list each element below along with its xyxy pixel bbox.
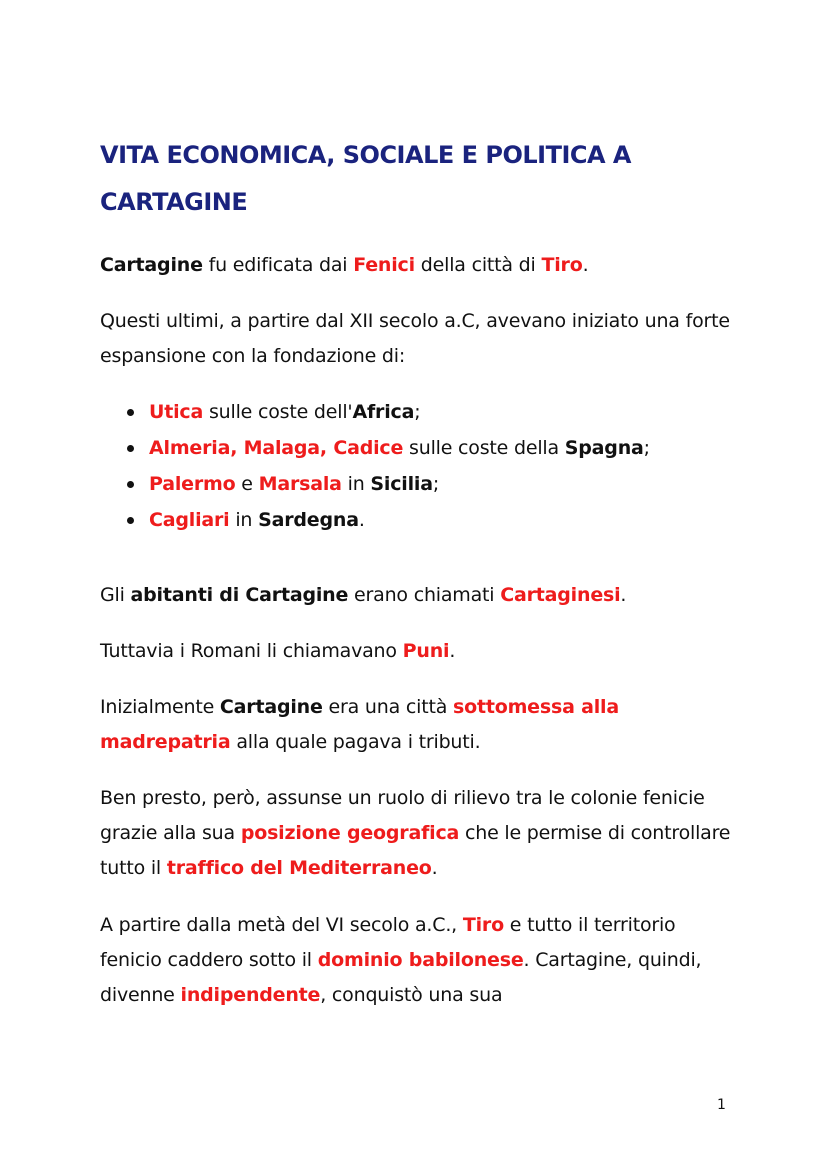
term-fenici: Fenici: [353, 254, 415, 276]
page-title: VITA ECONOMICA, SOCIALE E POLITICA A CARTAGINE: [100, 141, 631, 216]
colonies-list: [100, 394, 740, 538]
list-item: Almeria, Malaga, Cadice sulle coste della Spagna;: [100, 430, 740, 466]
term-cartagine: Cartagine: [100, 254, 203, 276]
paragraph-geography: Ben presto, però, assunse un ruolo di rilievo tra le colonie fenicie grazie alla sua posizione geografica che le permise di controllare tutto il traffico del Mediterraneo.: [100, 787, 731, 879]
paragraph-independence: A partire dalla metà del VI secolo a.C., Tiro e tutto il territorio fenicio caddero sotto il dominio babilonese. Cartagine, quindi, divenne indipendente, conquistò una sua: [100, 914, 702, 1006]
paragraph-initial-status: Inizialmente Cartagine era una città sottomessa alla madrepatria alla quale pagava i tributi.: [100, 696, 619, 753]
list-item: Palermo e Marsala in Sicilia;: [100, 466, 740, 502]
term-tiro: Tiro: [541, 254, 583, 276]
list-item: Cagliari in Sardegna.: [100, 502, 740, 538]
paragraph-founding: Cartagine fu edificata dai Fenici della città di Tiro.: [100, 254, 589, 276]
list-item: Utica sulle coste dell'Africa;: [100, 394, 740, 430]
paragraph-inhabitants: Gli abitanti di Cartagine erano chiamati Cartaginesi.: [100, 584, 627, 606]
paragraph-expansion: Questi ultimi, a partire dal XII secolo a.C, avevano iniziato una forte espansione con la fondazione di:: [100, 310, 730, 367]
page-number: 1: [717, 1097, 726, 1113]
paragraph-puni: Tuttavia i Romani li chiamavano Puni.: [100, 640, 456, 662]
